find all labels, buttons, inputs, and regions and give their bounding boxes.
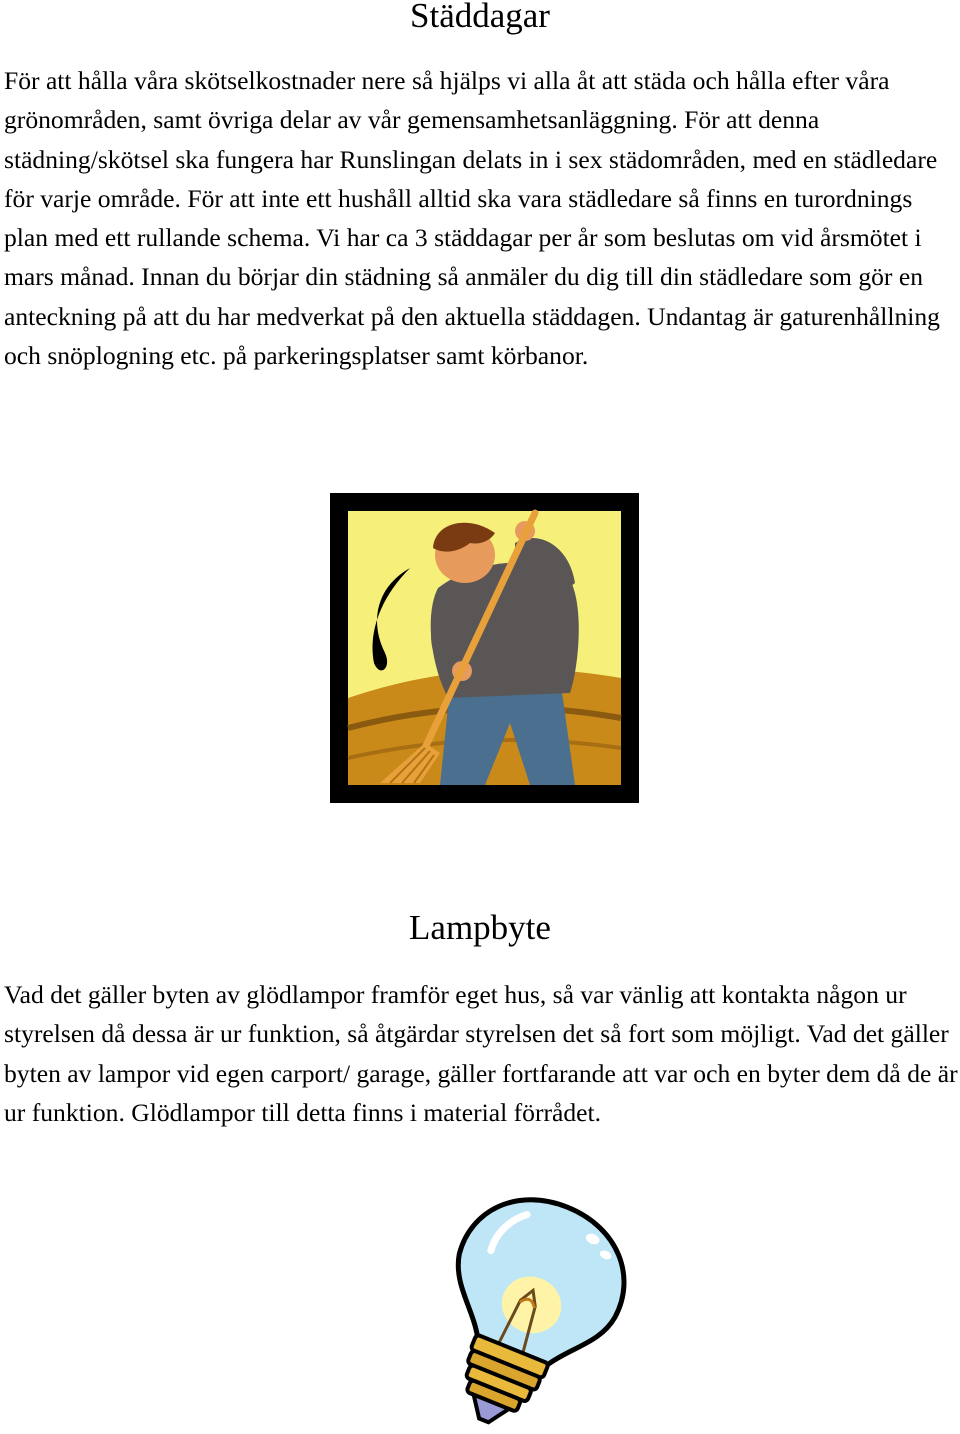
section-title-staddagar: Städdagar <box>410 0 550 35</box>
light-bulb-icon <box>420 1193 630 1434</box>
section-title-lampbyte: Lampbyte <box>409 908 551 947</box>
person-sweeping-icon <box>330 493 639 803</box>
section-body-lampbyte: Vad det gäller byten av glödlampor framför eget hus, så var vänlig att kontakta någon ur styrelsen då dessa är ur funktion, så åtgärdar styrelsen det så fort som möjligt. Vad det gäller byten av lampor vid egen carport/ garage, gäller fortfarande att var och en byter dem då de är ur funktion. Glödlampor till detta finns i material förrådet. <box>4 980 958 1127</box>
section-body-staddagar: För att hålla våra skötselkostnader nere så hjälps vi alla åt att städa och hålla efter våra grönområden, samt övriga delar av vår gemensamhetsanläggning. För att denna städning/skötsel ska fungera har Runslingan delats in i sex städområden, med en städledare för varje område. För att inte ett hushåll alltid ska vara städledare så finns en turordnings plan med ett rullande schema. Vi har ca 3 städdagar per år som beslutas om vid årsmötet i mars månad. Innan du börjar din städning så anmäler du dig till din städledare som gör en anteckning på att du har medverkat på den aktuella städdagen. Undantag är gaturenhållning och snöplogning etc. på parkeringsplatser samt körbanor. <box>4 66 940 371</box>
